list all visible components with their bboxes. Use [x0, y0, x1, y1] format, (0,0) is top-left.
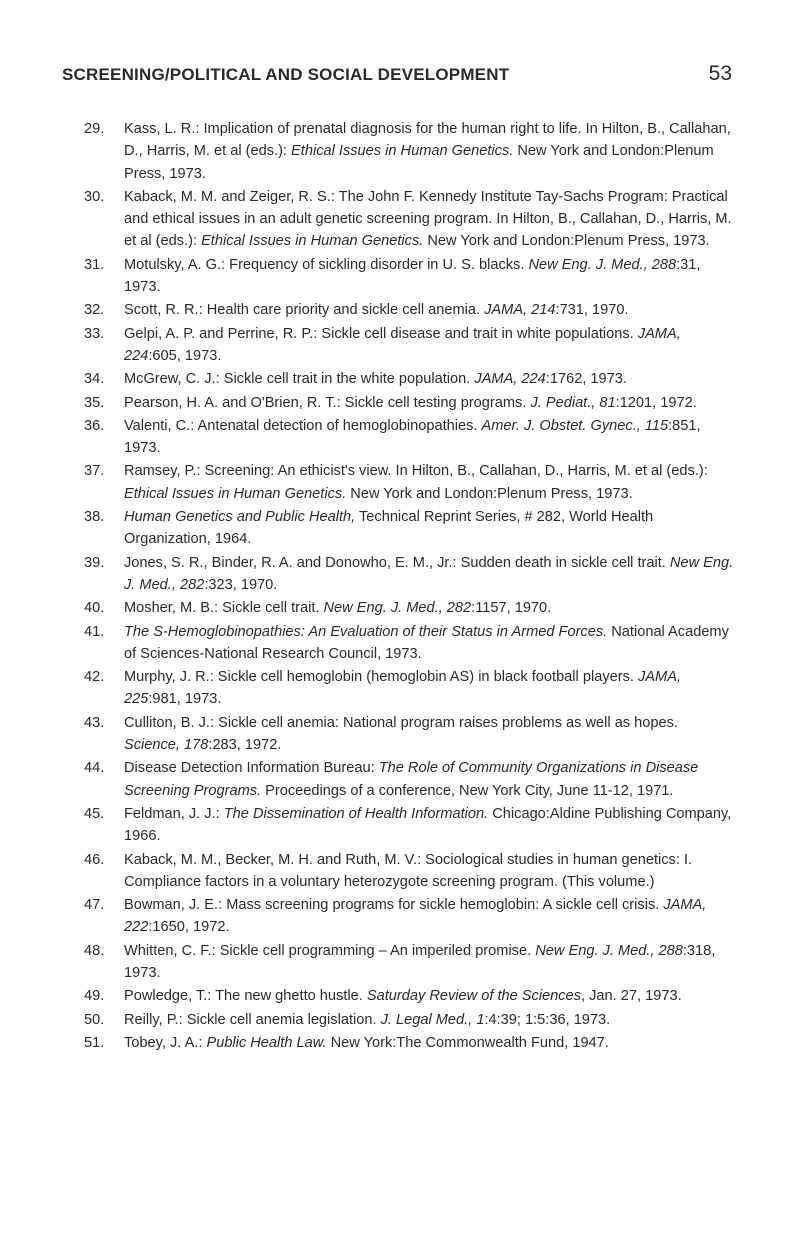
reference-segment: Pearson, H. A. and O'Brien, R. T.: Sickle cell testing programs.: [124, 394, 531, 411]
reference-segment: Chicago:Aldine Publishing Company, 1966.: [124, 805, 732, 845]
reference-segment: Reilly, P.: Sickle cell anemia legislation.: [124, 1011, 381, 1028]
reference-segment: Bowman, J. E.: Mass screening programs for sickle hemoglobin: A sickle cell crisis.: [124, 897, 664, 914]
reference-text: [124, 460, 734, 505]
reference-text: [124, 118, 734, 185]
reference-segment: :318, 1973.: [124, 942, 716, 981]
reference-number: 40.: [84, 600, 105, 617]
reference-number: 44.: [84, 760, 105, 777]
reference-segment: Valenti, C.: Antenatal detection of hemoglobinopathies.: [124, 417, 482, 434]
reference-italic-segment: New Eng. J. Med., 282: [323, 600, 472, 617]
reference-item: [84, 985, 734, 1007]
reference-item: [84, 415, 734, 460]
reference-item: [84, 323, 734, 368]
reference-segment: Kass, L. R.: Implication of prenatal diagnosis for the human right to life. In Hilton, B., Callahan, D., Harris, M. et al (eds.):: [124, 121, 731, 160]
reference-number: 35.: [84, 394, 105, 411]
reference-text: [124, 621, 734, 666]
reference-number: 31.: [84, 256, 105, 273]
running-head: SCREENING/POLITICAL AND SOCIAL DEVELOPMENT: [62, 65, 510, 84]
reference-segment: Technical Reprint Series, # 282, World Health Organization, 1964.: [124, 509, 654, 548]
reference-segment: Motulsky, A. G.: Frequency of sickling disorder in U. S. blacks.: [124, 256, 529, 273]
reference-segment: New York:The Commonwealth Fund, 1947.: [326, 1034, 609, 1051]
reference-italic-segment: Human Genetics and Public Health,: [124, 509, 356, 526]
reference-number: 29.: [84, 121, 105, 137]
reference-segment: Mosher, M. B.: Sickle cell trait.: [124, 600, 324, 617]
reference-number: 34.: [84, 371, 105, 388]
reference-segment: Kaback, M. M., Becker, M. H. and Ruth, M. V.: Sociological studies in human genetics: I. Compliance factors in a voluntary heterozygote screening program. (This volume.): [124, 851, 693, 890]
reference-text: [124, 666, 734, 711]
reference-italic-segment: Saturday Review of the Sciences: [366, 988, 582, 1005]
reference-italic-segment: The Dissemination of Health Information.: [223, 805, 489, 822]
reference-italic-segment: J. Legal Med., 1: [380, 1011, 485, 1028]
reference-segment: :1201, 1972.: [615, 394, 697, 411]
reference-italic-segment: Public Health Law.: [206, 1034, 327, 1051]
reference-item: [84, 506, 734, 551]
reference-segment: Disease Detection Information Bureau:: [124, 760, 379, 777]
reference-italic-segment: J. Pediat., 81: [530, 394, 616, 411]
reference-item: [84, 186, 734, 253]
reference-number: 50.: [84, 1011, 105, 1028]
reference-segment: New York and London:Plenum Press, 1973.: [423, 233, 710, 250]
reference-text: [124, 712, 734, 757]
reference-text: [124, 757, 734, 802]
reference-item: [84, 254, 734, 299]
reference-segment: , Jan. 27, 1973.: [581, 988, 682, 1005]
reference-item: [84, 118, 734, 185]
reference-item: [84, 803, 734, 848]
reference-number: 49.: [84, 988, 105, 1005]
reference-text: [124, 985, 734, 1007]
reference-number: 51.: [84, 1034, 105, 1051]
reference-segment: National Academy of Sciences-National Research Council, 1973.: [124, 623, 729, 662]
reference-item: [84, 621, 734, 666]
reference-segment: Culliton, B. J.: Sickle cell anemia: National program raises problems as well as hopes.: [124, 714, 678, 731]
reference-segment: Murphy, J. R.: Sickle cell hemoglobin (hemoglobin AS) in black football players.: [124, 669, 638, 686]
reference-item: [84, 597, 734, 619]
reference-segment: New York and London:Plenum Press, 1973.: [346, 485, 633, 502]
reference-number: 38.: [84, 509, 105, 526]
reference-item: [84, 757, 734, 802]
reference-segment: Powledge, T.: The new ghetto hustle.: [124, 988, 367, 1005]
reference-text: [124, 186, 734, 253]
reference-italic-segment: Amer. J. Obstet. Gynec., 115: [481, 417, 669, 434]
reference-italic-segment: Science, 178: [124, 737, 209, 754]
reference-segment: Whitten, C. F.: Sickle cell programming – An imperiled promise.: [124, 942, 536, 959]
reference-segment: :1650, 1972.: [148, 919, 230, 936]
reference-text: [124, 597, 734, 619]
reference-number: 37.: [84, 463, 105, 480]
reference-italic-segment: JAMA, 225: [124, 669, 681, 708]
reference-text: [124, 849, 734, 894]
reference-number: 32.: [84, 302, 105, 319]
reference-segment: Jones, S. R., Binder, R. A. and Donowho, E. M., Jr.: Sudden death in sickle cell trait.: [124, 554, 670, 571]
reference-segment: :1157, 1970.: [471, 600, 552, 617]
reference-italic-segment: New Eng. J. Med., 282: [124, 554, 734, 593]
reference-segment: Tobey, J. A.:: [124, 1034, 207, 1051]
reference-text: [124, 506, 734, 551]
reference-segment: New York and London:Plenum Press, 1973.: [124, 143, 714, 182]
reference-italic-segment: Ethical Issues in Human Genetics.: [291, 143, 514, 160]
reference-item: [84, 299, 734, 321]
reference-segment: Feldman, J. J.:: [124, 805, 224, 822]
reference-text: [124, 254, 734, 299]
reference-item: [84, 666, 734, 711]
reference-item: [84, 1009, 734, 1031]
reference-segment: :4:39; 1:5:36, 1973.: [484, 1011, 611, 1028]
reference-number: 39.: [84, 554, 105, 571]
reference-text: [124, 368, 734, 390]
reference-item: [84, 392, 734, 414]
reference-italic-segment: The Role of Community Organizations in Disease Screening Programs.: [124, 760, 699, 799]
reference-segment: :31, 1973.: [124, 256, 701, 296]
page-number: 53: [708, 62, 732, 85]
reference-item: [84, 1032, 734, 1054]
reference-italic-segment: JAMA, 214: [484, 302, 556, 319]
reference-text: [124, 299, 734, 321]
reference-number: 42.: [84, 669, 105, 686]
reference-text: [124, 894, 734, 939]
reference-text: [124, 1009, 734, 1031]
reference-italic-segment: JAMA, 222: [124, 897, 707, 936]
reference-segment: Gelpi, A. P. and Perrine, R. P.: Sickle cell disease and trait in white populations.: [124, 325, 638, 342]
reference-italic-segment: JAMA, 224: [124, 325, 681, 364]
reference-segment: Scott, R. R.: Health care priority and sickle cell anemia.: [124, 302, 485, 319]
reference-text: [124, 552, 734, 597]
reference-number: 41.: [84, 623, 105, 640]
reference-segment: Kaback, M. M. and Zeiger, R. S.: The John F. Kennedy Institute Tay-Sachs Program: Practical and ethical issues in an adult genetic screening program. In Hilton, B., Callahan, D., Harris, M. et al (eds.):: [124, 188, 732, 250]
reference-segment: Ramsey, P.: Screening: An ethicist's view. In Hilton, B., Callahan, D., Harris, M. et al (eds.):: [124, 463, 708, 480]
reference-segment: :981, 1973.: [148, 691, 222, 708]
reference-italic-segment: New Eng. J. Med., 288: [535, 942, 683, 959]
reference-segment: :323, 1970.: [204, 576, 278, 593]
reference-number: 48.: [84, 942, 105, 959]
reference-number: 33.: [84, 325, 105, 342]
reference-number: 45.: [84, 805, 105, 822]
reference-segment: :605, 1973.: [148, 347, 222, 364]
reference-number: 46.: [84, 851, 105, 868]
reference-item: [84, 712, 734, 757]
reference-segment: :283, 1972.: [208, 737, 282, 754]
reference-text: [124, 803, 734, 848]
reference-segment: McGrew, C. J.: Sickle cell trait in the white population.: [124, 371, 475, 388]
reference-italic-segment: The S-Hemoglobinopathies: An Evaluation of their Status in Armed Forces.: [124, 623, 608, 640]
reference-item: [84, 368, 734, 390]
reference-segment: :1762, 1973.: [545, 371, 627, 388]
reference-italic-segment: Ethical Issues in Human Genetics.: [124, 485, 347, 502]
reference-text: [124, 323, 734, 368]
reference-number: 36.: [84, 417, 105, 434]
reference-number: 43.: [84, 714, 105, 731]
reference-number: 47.: [84, 897, 105, 914]
reference-text: [124, 940, 734, 985]
reference-text: [124, 1032, 734, 1054]
reference-item: [84, 894, 734, 939]
reference-italic-segment: JAMA, 224: [474, 371, 546, 388]
reference-segment: Proceedings of a conference, New York City, June 11-12, 1971.: [261, 782, 674, 799]
reference-italic-segment: New Eng. J. Med., 288: [528, 256, 677, 273]
reference-item: [84, 849, 734, 894]
reference-list: [84, 118, 734, 1055]
reference-item: [84, 940, 734, 985]
reference-number: 30.: [84, 188, 105, 205]
reference-item: [84, 460, 734, 505]
reference-italic-segment: Ethical Issues in Human Genetics.: [201, 233, 424, 250]
reference-item: [84, 552, 734, 597]
reference-segment: :731, 1970.: [555, 302, 629, 319]
reference-text: [124, 415, 734, 460]
page-header: [62, 62, 732, 86]
reference-segment: :851, 1973.: [124, 417, 701, 457]
reference-text: [124, 392, 734, 414]
